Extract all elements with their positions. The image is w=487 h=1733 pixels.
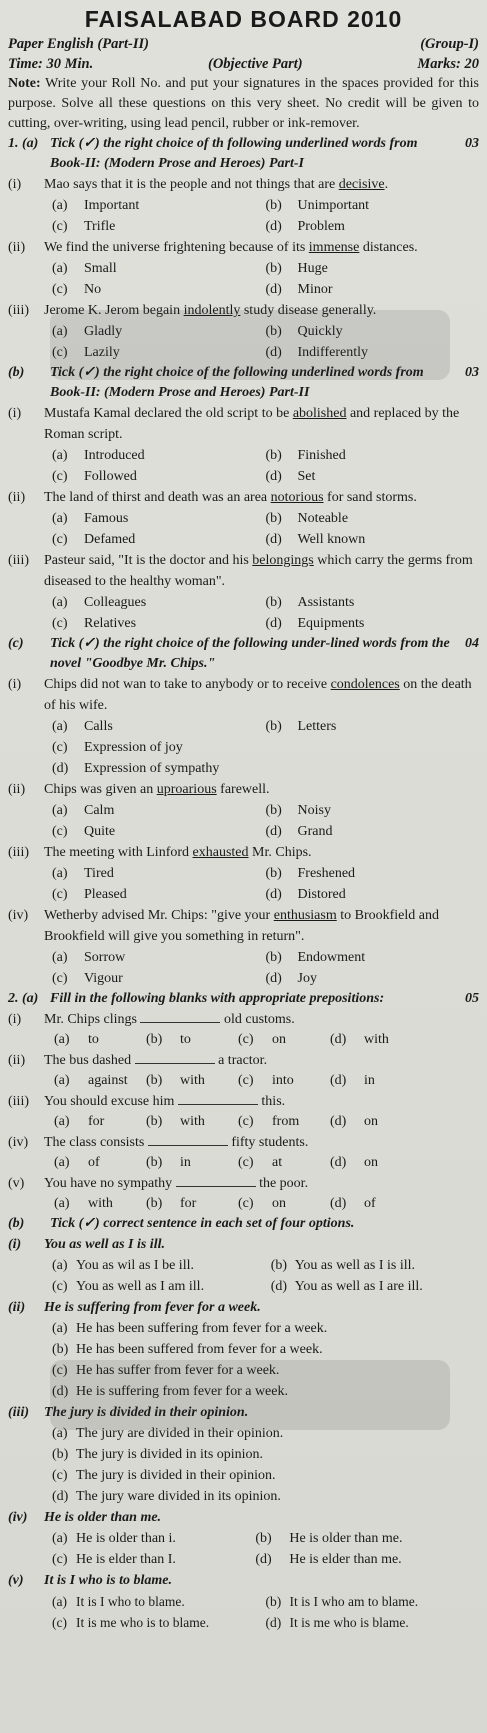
section-instruction: Tick (✓) the right choice of the following under-lined words from the novel "Goodbye Mr. Chips." — [50, 636, 450, 671]
option[interactable]: (b) You as well as I is ill. — [270, 1258, 416, 1273]
option[interactable]: (d) The jury ware divided in its opinion. — [52, 1489, 281, 1504]
option[interactable]: with — [88, 1196, 113, 1211]
question-block — [8, 300, 479, 363]
question-text: Chips did not wan to take to anybody or to receive condolences on the death of his wife. — [44, 677, 472, 713]
option[interactable]: (b) Letters — [265, 719, 337, 734]
option-grid — [8, 1591, 479, 1633]
part-label: (Objective Part) — [208, 56, 303, 72]
option[interactable]: with — [180, 1114, 205, 1129]
option[interactable]: with — [180, 1073, 205, 1088]
option[interactable]: (b) Noteable — [265, 511, 349, 526]
option[interactable]: (c) He is elder than I. — [52, 1552, 176, 1567]
question-block — [8, 1173, 479, 1214]
preposition-options: (a) of (b) in (c) at (d) on — [8, 1153, 479, 1173]
option[interactable]: (a) He is older than i. — [52, 1531, 176, 1546]
option[interactable]: (d) Grand — [265, 824, 333, 839]
section-instruction: Fill in the following blanks with appropriate prepositions: — [50, 991, 385, 1006]
option-grid — [8, 258, 479, 300]
question-number: (iv) — [8, 908, 29, 923]
page-title: FAISALABAD BOARD 2010 — [84, 6, 403, 32]
option[interactable]: (d) He is suffering from fever for a week. — [52, 1384, 288, 1399]
question-block — [8, 237, 479, 300]
question-number: (i) — [8, 1237, 22, 1252]
option[interactable]: (c) Vigour — [52, 971, 123, 986]
option[interactable]: (a) Calm — [52, 803, 115, 818]
question-number: (ii) — [8, 490, 26, 505]
section-heading — [8, 634, 479, 674]
question-text: Pasteur said, "It is the doctor and his belongings which carry the germs from diseased to the healthy woman". — [44, 553, 473, 589]
underlined-word: belongings — [252, 553, 314, 568]
question-number: (iii) — [8, 845, 29, 860]
section-heading — [8, 363, 479, 403]
option[interactable]: (a) Tired — [52, 866, 114, 881]
underlined-word: uproarious — [156, 782, 217, 797]
question-block — [8, 842, 479, 905]
answer-blank[interactable] — [148, 1133, 228, 1146]
option[interactable]: (c) It is me who is to blame. — [52, 1615, 210, 1630]
option[interactable]: (c) No — [52, 282, 102, 297]
question-text: The bus dashed a tractor. — [44, 1053, 268, 1068]
option[interactable]: (d) Distored — [265, 887, 346, 902]
group-label: (Group-I) — [420, 36, 479, 52]
question-block — [8, 1050, 479, 1091]
question-text: Mr. Chips clings old customs. — [44, 1012, 295, 1027]
underlined-word: notorious — [270, 490, 324, 505]
option[interactable]: (a) Famous — [52, 511, 129, 526]
option[interactable]: (a) Important — [52, 198, 140, 213]
section-marks: 05 — [465, 991, 479, 1006]
option[interactable]: (c) The jury is divided in their opinion. — [52, 1468, 276, 1483]
question-stem: You as well as I is ill. — [44, 1237, 165, 1252]
option[interactable]: (d) You as well as I are ill. — [270, 1279, 423, 1294]
header-row-2 — [8, 54, 479, 74]
option[interactable]: for — [88, 1114, 105, 1129]
question-block — [8, 1297, 479, 1402]
question-number: (i) — [8, 1012, 22, 1027]
option[interactable]: (d) Well known — [265, 532, 366, 547]
option[interactable]: (d) Joy — [265, 971, 317, 986]
question-number: (iv) — [8, 1135, 29, 1150]
question-text: The class consists fifty students. — [44, 1135, 309, 1150]
option[interactable]: (c) Lazily — [52, 345, 120, 360]
option-list — [8, 737, 479, 779]
option[interactable]: (b) Freshened — [265, 866, 356, 881]
question-block — [8, 174, 479, 237]
paper-name: Paper English (Part-II) — [8, 36, 149, 52]
option-grid — [8, 592, 479, 634]
option-grid — [8, 863, 479, 905]
question-block — [8, 1009, 479, 1050]
option[interactable]: (c) You as well as I am ill. — [52, 1279, 205, 1294]
question-number: (i) — [8, 677, 22, 692]
option[interactable]: to — [88, 1032, 99, 1047]
question-block — [8, 1132, 479, 1173]
option[interactable]: (c) Relatives — [52, 616, 137, 631]
option[interactable]: (a) You as wil as I be ill. — [52, 1258, 194, 1273]
option-grid — [8, 800, 479, 842]
option[interactable]: (d) Equipments — [265, 616, 365, 631]
option[interactable]: (b) Huge — [265, 261, 328, 276]
question-number: (i) — [8, 177, 22, 192]
section-number: (b) — [8, 1216, 25, 1231]
option[interactable]: (b) Quickly — [265, 324, 343, 339]
option[interactable]: (b) Endowment — [265, 950, 366, 965]
option[interactable]: (c) Expression of joy — [52, 740, 183, 755]
section-heading — [8, 1214, 479, 1234]
option[interactable]: on — [364, 1155, 378, 1170]
question-number: (iii) — [8, 1405, 29, 1420]
question-text: You have no sympathy the poor. — [44, 1176, 309, 1191]
question-text: Mao says that it is the people and not things that are decisive. — [44, 177, 389, 192]
question-number: (v) — [8, 1573, 24, 1588]
question-number: (ii) — [8, 1300, 26, 1315]
option[interactable]: (b) Noisy — [265, 803, 331, 818]
question-text: Mustafa Kamal declared the old script to be abolished and replaced by the Roman script. — [44, 406, 460, 442]
answer-blank[interactable] — [135, 1051, 215, 1064]
question-block — [8, 779, 479, 842]
answer-blank[interactable] — [140, 1010, 220, 1023]
option[interactable]: on — [272, 1196, 286, 1211]
instructions-note — [8, 74, 479, 134]
question-block — [8, 487, 479, 550]
underlined-word: condolences — [330, 677, 400, 692]
question-block — [8, 1507, 479, 1570]
preposition-options: (a) for (b) with (c) from (d) on — [8, 1112, 479, 1132]
underlined-word: decisive — [338, 177, 385, 192]
question-stem: He is older than me. — [44, 1510, 162, 1525]
option[interactable]: on — [272, 1032, 286, 1047]
preposition-options: (a) with (b) for (c) on (d) of — [8, 1194, 479, 1214]
option[interactable]: (c) Quite — [52, 824, 116, 839]
option[interactable]: to — [180, 1032, 191, 1047]
option[interactable]: into — [272, 1073, 294, 1088]
option[interactable]: of — [88, 1155, 100, 1170]
question-number: (iii) — [8, 303, 29, 318]
option[interactable]: (b) Unimportant — [265, 198, 370, 213]
section-instruction: Tick (✓) correct sentence in each set of four options. — [50, 1216, 355, 1231]
option[interactable]: (b) Assistants — [265, 595, 355, 610]
section-heading — [8, 134, 479, 174]
question-number: (v) — [8, 1176, 25, 1191]
section-number: (c) — [8, 636, 24, 651]
option[interactable]: (c) Followed — [52, 469, 137, 484]
preposition-options: (a) to (b) to (c) on (d) with — [8, 1030, 479, 1050]
header-row-1 — [8, 34, 479, 54]
option[interactable]: (a) Introduced — [52, 448, 145, 463]
note-label: Note: — [8, 76, 41, 91]
question-block — [8, 1570, 479, 1633]
option[interactable]: (c) Trifle — [52, 219, 116, 234]
option-grid — [8, 1528, 479, 1570]
question-block — [8, 403, 479, 487]
question-number: (iii) — [8, 1094, 29, 1109]
question-block — [8, 550, 479, 634]
option[interactable]: for — [180, 1196, 197, 1211]
option[interactable]: (d) Minor — [265, 282, 333, 297]
option[interactable]: (d) Expression of sympathy — [52, 761, 220, 776]
section-heading — [8, 989, 479, 1009]
question-text: Chips was given an uproarious farewell. — [44, 782, 270, 797]
underlined-word: enthusiasm — [273, 908, 337, 923]
option[interactable]: (c) Defamed — [52, 532, 136, 547]
underlined-word: exhausted — [192, 845, 249, 860]
option[interactable]: (b) The jury is divided in its opinion. — [52, 1447, 264, 1462]
question-number: (i) — [8, 406, 22, 421]
preposition-options: (a) against (b) with (c) into (d) in — [8, 1071, 479, 1091]
question-block — [8, 1091, 479, 1132]
question-number: (iii) — [8, 553, 29, 568]
option-grid — [8, 321, 479, 363]
option[interactable]: against — [88, 1073, 128, 1088]
option[interactable]: (c) Pleased — [52, 887, 127, 902]
question-number: (ii) — [8, 1053, 26, 1068]
option[interactable]: (a) He has been suffering from fever for a week. — [52, 1321, 328, 1336]
option[interactable]: (b) He has been suffered from fever for a week. — [52, 1342, 323, 1357]
section-number: 2. (a) — [8, 991, 39, 1006]
question-text: We find the universe frightening because of its immense distances. — [44, 240, 418, 255]
question-stem: The jury is divided in their opinion. — [44, 1405, 249, 1420]
option[interactable]: (a) It is I who to blame. — [52, 1594, 185, 1609]
option-grid — [8, 1255, 479, 1297]
section-marks: 03 — [465, 136, 479, 151]
option[interactable]: (a) The jury are divided in their opinion. — [52, 1426, 284, 1441]
question-stem: He is suffering from fever for a week. — [44, 1300, 261, 1315]
question-block — [8, 1234, 479, 1297]
answer-blank[interactable] — [176, 1174, 256, 1187]
question-block — [8, 905, 479, 989]
option-grid — [8, 716, 479, 737]
question-text: Jerome K. Jerom begain indolently study disease generally. — [44, 303, 377, 318]
option[interactable]: (a) Sorrow — [52, 950, 126, 965]
section-number: 1. (a) — [8, 136, 39, 151]
time-label: Time: 30 Min. — [8, 56, 94, 72]
option-grid — [8, 947, 479, 989]
section-marks: 04 — [465, 636, 479, 651]
option[interactable]: from — [272, 1114, 300, 1129]
option[interactable]: of — [364, 1196, 376, 1211]
note-text: Write your Roll No. and put your signatures in the spaces provided for this purpose. Solve all these questions on this very sheet. No credit will be given to cutting, over-writing, using lead pencil, rubber or ink-remover. — [8, 76, 480, 131]
option[interactable]: (a) Calls — [52, 719, 113, 734]
question-text: The meeting with Linford exhausted Mr. Chips. — [44, 845, 312, 860]
option[interactable]: (d) Indifferently — [265, 345, 368, 360]
question-text: The land of thirst and death was an area notorious for sand storms. — [44, 490, 417, 505]
option[interactable]: (d) He is elder than me. — [255, 1552, 402, 1567]
underlined-word: abolished — [292, 406, 347, 421]
question-block — [8, 674, 479, 779]
option[interactable]: (a) Small — [52, 261, 117, 276]
option-grid — [8, 508, 479, 550]
option-list — [8, 1423, 479, 1507]
answer-blank[interactable] — [178, 1092, 258, 1105]
underlined-word: indolently — [183, 303, 241, 318]
option-list — [8, 1318, 479, 1402]
question-number: (iv) — [8, 1510, 28, 1525]
option[interactable]: (b) It is I who am to blame. — [265, 1594, 419, 1609]
question-text: You should excuse him this. — [44, 1094, 286, 1109]
marks-label: Marks: 20 — [417, 56, 479, 72]
section-number: (b) — [8, 365, 25, 380]
question-block — [8, 1402, 479, 1507]
option[interactable]: (a) Gladly — [52, 324, 123, 339]
option-grid — [8, 445, 479, 487]
option[interactable]: in — [180, 1155, 191, 1170]
question-number: (ii) — [8, 782, 26, 797]
section-instruction: Tick (✓) the right choice of th following underlined words from Book-II: (Modern Prose and Heroes) Part-I — [50, 136, 418, 171]
section-instruction: Tick (✓) the right choice of the following underlined words from Book-II: (Modern Prose and Heroes) Part-II — [50, 365, 424, 400]
question-text: Wetherby advised Mr. Chips: "give your enthusiasm to Brookfield and Brookfield will give you something in return". — [44, 908, 439, 944]
option[interactable]: (b) He is older than me. — [255, 1531, 403, 1546]
question-stem: It is I who is to blame. — [44, 1573, 172, 1588]
option[interactable]: (b) Finished — [265, 448, 346, 463]
section-marks: 03 — [465, 365, 479, 380]
option[interactable]: with — [364, 1032, 389, 1047]
option-grid — [8, 195, 479, 237]
underlined-word: immense — [308, 240, 360, 255]
option[interactable]: (d) Set — [265, 469, 316, 484]
option[interactable]: (d) Problem — [265, 219, 345, 234]
option[interactable]: (c) He has suffer from fever for a week. — [52, 1363, 280, 1378]
question-number: (ii) — [8, 240, 26, 255]
option[interactable]: (a) Colleagues — [52, 595, 147, 610]
option[interactable]: in — [364, 1073, 375, 1088]
option[interactable]: at — [272, 1155, 283, 1170]
option[interactable]: (d) It is me who is blame. — [265, 1615, 409, 1630]
option[interactable]: on — [364, 1114, 378, 1129]
